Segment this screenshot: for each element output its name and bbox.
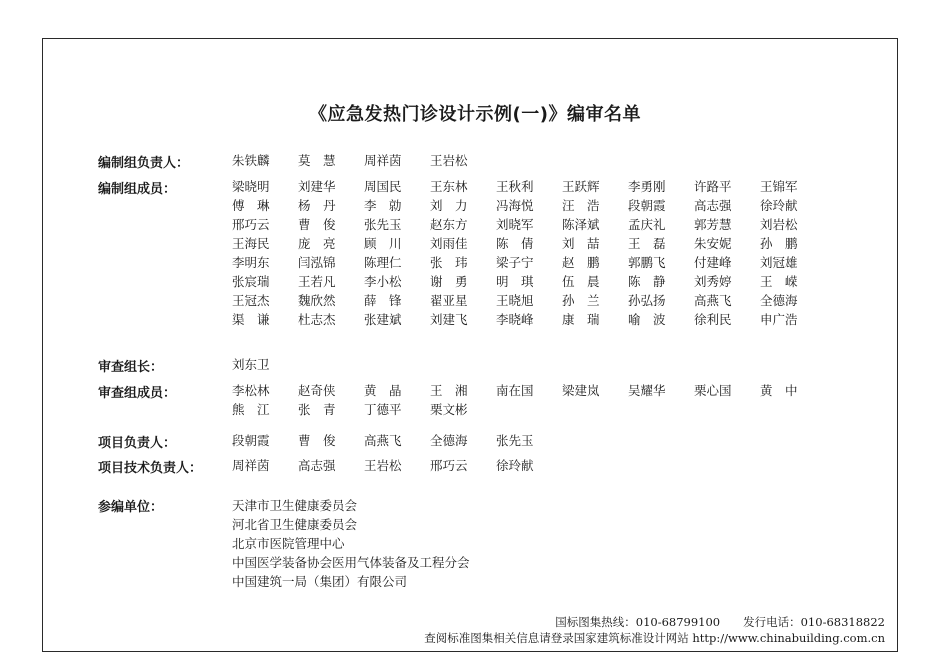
person-name: 郭芳慧: [694, 217, 732, 232]
person-name: 刘晓军: [496, 217, 534, 232]
page-border: [42, 38, 898, 652]
footer-website: 查阅标准图集相关信息请登录国家建筑标准设计网站 http://www.chinabuilding.com.cn: [424, 631, 885, 645]
label-bianzhi-fuzeren: 编制组负责人：: [98, 156, 190, 171]
person-name: 渠 谦: [232, 312, 270, 327]
name-row: [232, 400, 826, 419]
person-name: 丁德平: [364, 402, 402, 417]
person-name: 李勇刚: [628, 179, 666, 194]
person-name: 徐利民: [694, 312, 732, 327]
page-title: 《应急发热门诊设计示例(一)》编审名单: [309, 104, 641, 125]
name-row: [232, 291, 826, 310]
person-name: 刘建飞: [430, 312, 468, 327]
person-name: 刘 喆: [562, 236, 600, 251]
person-name: 陈 倩: [496, 236, 534, 251]
person-name: 刘建华: [298, 179, 336, 194]
footer-hotline: 国标图集热线：010-68799100 发行电话：010-68318822: [555, 615, 885, 629]
person-name: 朱安妮: [694, 236, 732, 251]
person-name: 付建峰: [694, 255, 732, 270]
label-shencha-zuzhang: 审查组长：: [98, 360, 164, 375]
unit-item: 天津市卫生健康委员会: [232, 498, 358, 513]
person-name: 徐玲献: [760, 198, 798, 213]
person-name: 王 嵘: [760, 274, 798, 289]
unit-item: 北京市医院管理中心: [232, 536, 345, 551]
person-name: 汪 浩: [562, 198, 600, 213]
person-name: 张先玉: [364, 217, 402, 232]
unit-item: 中国医学装备协会医用气体装备及工程分会: [232, 555, 470, 570]
person-name: 高燕飞: [364, 433, 402, 448]
person-name: 王晓旭: [496, 293, 534, 308]
person-name: 闫泓锦: [298, 255, 336, 270]
person-name: 全德海: [430, 433, 468, 448]
person-name: 曹 俊: [298, 217, 336, 232]
person-name: 曹 俊: [298, 433, 336, 448]
person-name: 赵奇侠: [298, 383, 336, 398]
person-name: 张 玮: [430, 255, 468, 270]
label-bianzhi-chengyuan: 编制组成员：: [98, 182, 177, 197]
names-bianzhi-fuzeren: [232, 151, 496, 170]
person-name: 王 湘: [430, 383, 468, 398]
person-name: 邢巧云: [232, 217, 270, 232]
footer-info: [424, 614, 885, 646]
name-row: [232, 196, 826, 215]
person-name: 刘雨佳: [430, 236, 468, 251]
person-name: 冯海悦: [496, 198, 534, 213]
person-name: 孙 鹏: [760, 236, 798, 251]
person-name: 邢巧云: [430, 458, 468, 473]
person-name: 刘 力: [430, 198, 468, 213]
person-name: 高燕飞: [694, 293, 732, 308]
person-name: 刘岩松: [760, 217, 798, 232]
person-name: 陈 静: [628, 274, 666, 289]
name-row: [232, 431, 562, 450]
person-name: 郭鹏飞: [628, 255, 666, 270]
person-name: 张 青: [298, 402, 336, 417]
names-shencha-chengyuan: [232, 381, 826, 419]
person-name: 周国民: [364, 179, 402, 194]
person-name: 梁晓明: [232, 179, 270, 194]
person-name: 孟庆礼: [628, 217, 666, 232]
names-shencha-zuzhang: [232, 355, 298, 374]
name-row: [232, 355, 298, 374]
person-name: 王跃辉: [562, 179, 600, 194]
person-name: 薛 锋: [364, 293, 402, 308]
person-name: 孙 兰: [562, 293, 600, 308]
person-name: 王东林: [430, 179, 468, 194]
person-name: 朱铁麟: [232, 153, 270, 168]
person-name: 魏欣然: [298, 293, 336, 308]
person-name: 李小松: [364, 274, 402, 289]
person-name: 梁子宁: [496, 255, 534, 270]
person-name: 栗文彬: [430, 402, 468, 417]
unit-item: 中国建筑一局（集团）有限公司: [232, 574, 408, 589]
person-name: 段朝霞: [232, 433, 270, 448]
person-name: 周祥茵: [232, 458, 270, 473]
person-name: 徐玲献: [496, 458, 534, 473]
person-name: 段朝霞: [628, 198, 666, 213]
person-name: 王秋利: [496, 179, 534, 194]
person-name: 翟亚星: [430, 293, 468, 308]
person-name: 庞 亮: [298, 236, 336, 251]
person-name: 吴耀华: [628, 383, 666, 398]
person-name: 张先玉: [496, 433, 534, 448]
person-name: 李 勍: [364, 198, 402, 213]
person-name: 刘东卫: [232, 357, 270, 372]
person-name: 陈泽斌: [562, 217, 600, 232]
name-row: [232, 381, 826, 400]
person-name: 赵 鹏: [562, 255, 600, 270]
name-row: [232, 151, 496, 170]
person-name: 李晓峰: [496, 312, 534, 327]
name-row: [232, 215, 826, 234]
person-name: 王海民: [232, 236, 270, 251]
name-row: [232, 310, 826, 329]
person-name: 谢 勇: [430, 274, 468, 289]
person-name: 栗心国: [694, 383, 732, 398]
name-row: [232, 272, 826, 291]
names-xiangmu-fuzeren: [232, 431, 562, 450]
person-name: 王锦军: [760, 179, 798, 194]
name-row: [232, 177, 826, 196]
person-name: 孙弘扬: [628, 293, 666, 308]
person-name: 陈理仁: [364, 255, 402, 270]
person-name: 王冠杰: [232, 293, 270, 308]
person-name: 黄 晶: [364, 383, 402, 398]
person-name: 王若凡: [298, 274, 336, 289]
person-name: 申广浩: [760, 312, 798, 327]
person-name: 张建斌: [364, 312, 402, 327]
person-name: 王岩松: [430, 153, 468, 168]
person-name: 明 琪: [496, 274, 534, 289]
person-name: 许路平: [694, 179, 732, 194]
name-row: [232, 234, 826, 253]
person-name: 莫 慧: [298, 153, 336, 168]
person-name: 杨 丹: [298, 198, 336, 213]
person-name: 杜志杰: [298, 312, 336, 327]
name-row: [232, 456, 562, 475]
label-xiangmu-jishu: 项目技术负责人：: [98, 461, 203, 476]
person-name: 张宸瑞: [232, 274, 270, 289]
label-shencha-chengyuan: 审查组成员：: [98, 386, 177, 401]
person-name: 王岩松: [364, 458, 402, 473]
person-name: 高志强: [694, 198, 732, 213]
person-name: 刘秀婷: [694, 274, 732, 289]
names-bianzhi-chengyuan: [232, 177, 826, 329]
label-xiangmu-fuzeren: 项目负责人：: [98, 436, 177, 451]
person-name: 喻 波: [628, 312, 666, 327]
person-name: 康 瑞: [562, 312, 600, 327]
person-name: 高志强: [298, 458, 336, 473]
person-name: 南在国: [496, 383, 534, 398]
person-name: 王 磊: [628, 236, 666, 251]
person-name: 傅 琳: [232, 198, 270, 213]
person-name: 黄 中: [760, 383, 798, 398]
person-name: 李松林: [232, 383, 270, 398]
unit-item: 河北省卫生健康委员会: [232, 517, 358, 532]
person-name: 熊 江: [232, 402, 270, 417]
person-name: 伍 晨: [562, 274, 600, 289]
person-name: 周祥茵: [364, 153, 402, 168]
person-name: 刘冠雄: [760, 255, 798, 270]
participating-units-list: [232, 496, 470, 591]
names-xiangmu-jishu: [232, 456, 562, 475]
person-name: 李明东: [232, 255, 270, 270]
name-row: [232, 253, 826, 272]
person-name: 顾 川: [364, 236, 402, 251]
label-canbian-danwei: 参编单位：: [98, 500, 164, 515]
person-name: 赵东方: [430, 217, 468, 232]
person-name: 梁建岚: [562, 383, 600, 398]
person-name: 全德海: [760, 293, 798, 308]
